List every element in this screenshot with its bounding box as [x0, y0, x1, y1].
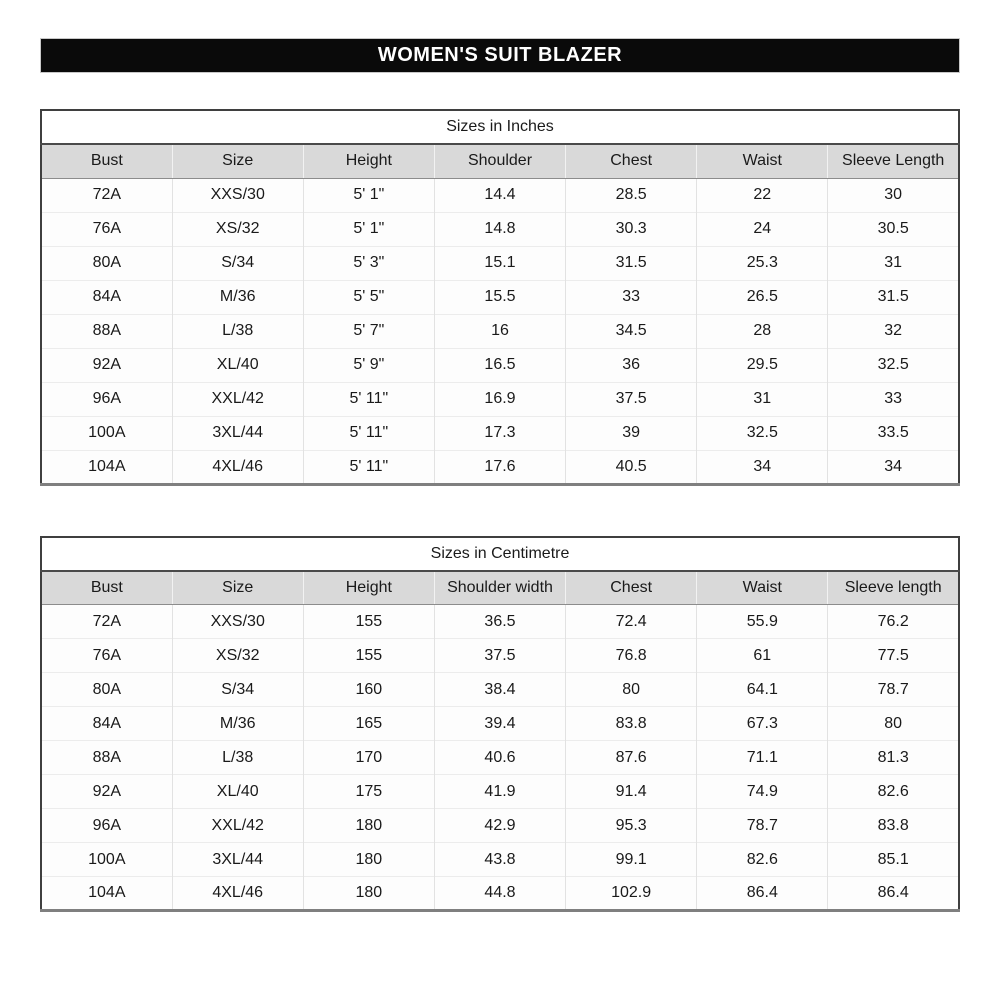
- table-cell: L/38: [172, 741, 303, 775]
- table-cell: 77.5: [828, 639, 959, 673]
- table-cell: 28: [697, 314, 828, 348]
- table-cell: 180: [303, 843, 434, 877]
- table-cell: 81.3: [828, 741, 959, 775]
- table-cell: 165: [303, 707, 434, 741]
- table-cell: 25.3: [697, 246, 828, 280]
- table-caption: Sizes in Inches: [41, 110, 959, 144]
- table-cell: XL/40: [172, 348, 303, 382]
- table-cell: 31.5: [566, 246, 697, 280]
- table-cell: 55.9: [697, 605, 828, 639]
- table-cell: 83.8: [566, 707, 697, 741]
- table-cell: XL/40: [172, 775, 303, 809]
- table-cell: 5' 1": [303, 178, 434, 212]
- table-cell: XS/32: [172, 639, 303, 673]
- table-cell: 96A: [41, 382, 172, 416]
- column-header: Shoulder width: [434, 571, 565, 605]
- table-row: [41, 212, 959, 246]
- table-cell: 80A: [41, 246, 172, 280]
- table-cell: XXL/42: [172, 382, 303, 416]
- table-cell: 17.6: [434, 450, 565, 484]
- table-cell: 100A: [41, 416, 172, 450]
- table-cell: 80: [828, 707, 959, 741]
- table-cell: 33.5: [828, 416, 959, 450]
- table-cell: 87.6: [566, 741, 697, 775]
- table-caption: Sizes in Centimetre: [41, 537, 959, 571]
- column-header: Sleeve length: [828, 571, 959, 605]
- table-row: [41, 639, 959, 673]
- table-row: [41, 741, 959, 775]
- table-cell: 44.8: [434, 877, 565, 911]
- table-cell: 160: [303, 673, 434, 707]
- table-cell: 76A: [41, 639, 172, 673]
- table-cell: 80: [566, 673, 697, 707]
- table-cell: 99.1: [566, 843, 697, 877]
- table-cell: 180: [303, 809, 434, 843]
- table-cell: 5' 1": [303, 212, 434, 246]
- table-cell: S/34: [172, 673, 303, 707]
- table-cell: M/36: [172, 707, 303, 741]
- table-cell: 155: [303, 605, 434, 639]
- sizes-in-inches-table: [40, 109, 960, 486]
- table-cell: 76.2: [828, 605, 959, 639]
- table-row: [41, 246, 959, 280]
- table-row: [41, 809, 959, 843]
- table-cell: 5' 11": [303, 416, 434, 450]
- table-row: [41, 178, 959, 212]
- table-row: [41, 877, 959, 911]
- table-cell: 30: [828, 178, 959, 212]
- column-header: Shoulder: [434, 144, 565, 178]
- table-cell: 26.5: [697, 280, 828, 314]
- table-cell: 32: [828, 314, 959, 348]
- column-header: Bust: [41, 144, 172, 178]
- table-cell: 5' 11": [303, 382, 434, 416]
- table-cell: 72.4: [566, 605, 697, 639]
- table-cell: 61: [697, 639, 828, 673]
- table-cell: 80A: [41, 673, 172, 707]
- table-cell: 40.6: [434, 741, 565, 775]
- table-cell: 84A: [41, 707, 172, 741]
- table-cell: 37.5: [566, 382, 697, 416]
- table-cell: 31: [828, 246, 959, 280]
- column-header: Waist: [697, 571, 828, 605]
- table-cell: 76A: [41, 212, 172, 246]
- column-header: Height: [303, 144, 434, 178]
- table-cell: 40.5: [566, 450, 697, 484]
- table-cell: 71.1: [697, 741, 828, 775]
- table-row: [41, 416, 959, 450]
- table-cell: 92A: [41, 348, 172, 382]
- table-cell: 17.3: [434, 416, 565, 450]
- column-header: Size: [172, 571, 303, 605]
- table-cell: 38.4: [434, 673, 565, 707]
- title-banner: [40, 38, 960, 73]
- table-cell: 91.4: [566, 775, 697, 809]
- column-header: Size: [172, 144, 303, 178]
- table-cell: 3XL/44: [172, 416, 303, 450]
- table-cell: 32.5: [828, 348, 959, 382]
- table-cell: 4XL/46: [172, 450, 303, 484]
- table-cell: 72A: [41, 605, 172, 639]
- table-cell: 95.3: [566, 809, 697, 843]
- table-cell: 82.6: [697, 843, 828, 877]
- table-cell: 43.8: [434, 843, 565, 877]
- table-cell: XXL/42: [172, 809, 303, 843]
- table-row: [41, 605, 959, 639]
- table-cell: 34.5: [566, 314, 697, 348]
- page-title: WOMEN'S SUIT BLAZER: [377, 44, 623, 66]
- table-cell: M/36: [172, 280, 303, 314]
- table-row: [41, 775, 959, 809]
- table-cell: 34: [697, 450, 828, 484]
- table-cell: 29.5: [697, 348, 828, 382]
- table-cell: 78.7: [697, 809, 828, 843]
- table-row: [41, 348, 959, 382]
- table-row: [41, 450, 959, 484]
- table-cell: 14.8: [434, 212, 565, 246]
- table-cell: 30.5: [828, 212, 959, 246]
- table-cell: 67.3: [697, 707, 828, 741]
- table-cell: 34: [828, 450, 959, 484]
- table-cell: 5' 7": [303, 314, 434, 348]
- table-cell: 15.5: [434, 280, 565, 314]
- table-cell: 16.5: [434, 348, 565, 382]
- table-cell: 64.1: [697, 673, 828, 707]
- table-cell: 33: [566, 280, 697, 314]
- table-cell: 5' 5": [303, 280, 434, 314]
- table-cell: 92A: [41, 775, 172, 809]
- table-row: [41, 707, 959, 741]
- column-header: Sleeve Length: [828, 144, 959, 178]
- table-cell: XS/32: [172, 212, 303, 246]
- table-cell: 5' 11": [303, 450, 434, 484]
- table-cell: XXS/30: [172, 605, 303, 639]
- sizes-in-centimetre-table: [40, 536, 960, 913]
- table-cell: 37.5: [434, 639, 565, 673]
- table-cell: 72A: [41, 178, 172, 212]
- table-row: [41, 382, 959, 416]
- column-header: Chest: [566, 144, 697, 178]
- table-cell: 5' 9": [303, 348, 434, 382]
- column-header: Height: [303, 571, 434, 605]
- table-cell: 102.9: [566, 877, 697, 911]
- table-row: [41, 314, 959, 348]
- table-cell: 84A: [41, 280, 172, 314]
- column-header: Waist: [697, 144, 828, 178]
- table-cell: 180: [303, 877, 434, 911]
- column-header: Chest: [566, 571, 697, 605]
- table-cell: 88A: [41, 314, 172, 348]
- table-cell: 88A: [41, 741, 172, 775]
- table-cell: 31: [697, 382, 828, 416]
- table-cell: 104A: [41, 877, 172, 911]
- table-row: [41, 843, 959, 877]
- table-cell: 39.4: [434, 707, 565, 741]
- table-cell: 41.9: [434, 775, 565, 809]
- table-cell: 170: [303, 741, 434, 775]
- table-row: [41, 673, 959, 707]
- table-cell: 4XL/46: [172, 877, 303, 911]
- table-cell: 76.8: [566, 639, 697, 673]
- table-cell: 31.5: [828, 280, 959, 314]
- table-cell: 16.9: [434, 382, 565, 416]
- table-cell: 15.1: [434, 246, 565, 280]
- table-cell: 82.6: [828, 775, 959, 809]
- table-cell: 16: [434, 314, 565, 348]
- table-cell: 175: [303, 775, 434, 809]
- table-cell: XXS/30: [172, 178, 303, 212]
- table-cell: 104A: [41, 450, 172, 484]
- table-cell: 83.8: [828, 809, 959, 843]
- table-cell: 74.9: [697, 775, 828, 809]
- table-cell: 5' 3": [303, 246, 434, 280]
- table-cell: 78.7: [828, 673, 959, 707]
- table-cell: 36: [566, 348, 697, 382]
- table-cell: 155: [303, 639, 434, 673]
- table-cell: 100A: [41, 843, 172, 877]
- table-cell: 42.9: [434, 809, 565, 843]
- table-cell: 85.1: [828, 843, 959, 877]
- table-cell: 86.4: [828, 877, 959, 911]
- column-header: Bust: [41, 571, 172, 605]
- table-cell: L/38: [172, 314, 303, 348]
- table-row: [41, 280, 959, 314]
- table-cell: S/34: [172, 246, 303, 280]
- table-cell: 32.5: [697, 416, 828, 450]
- table-cell: 22: [697, 178, 828, 212]
- table-cell: 36.5: [434, 605, 565, 639]
- table-cell: 96A: [41, 809, 172, 843]
- table-cell: 28.5: [566, 178, 697, 212]
- table-cell: 39: [566, 416, 697, 450]
- table-cell: 14.4: [434, 178, 565, 212]
- table-cell: 3XL/44: [172, 843, 303, 877]
- table-cell: 30.3: [566, 212, 697, 246]
- table-cell: 86.4: [697, 877, 828, 911]
- table-cell: 24: [697, 212, 828, 246]
- table-cell: 33: [828, 382, 959, 416]
